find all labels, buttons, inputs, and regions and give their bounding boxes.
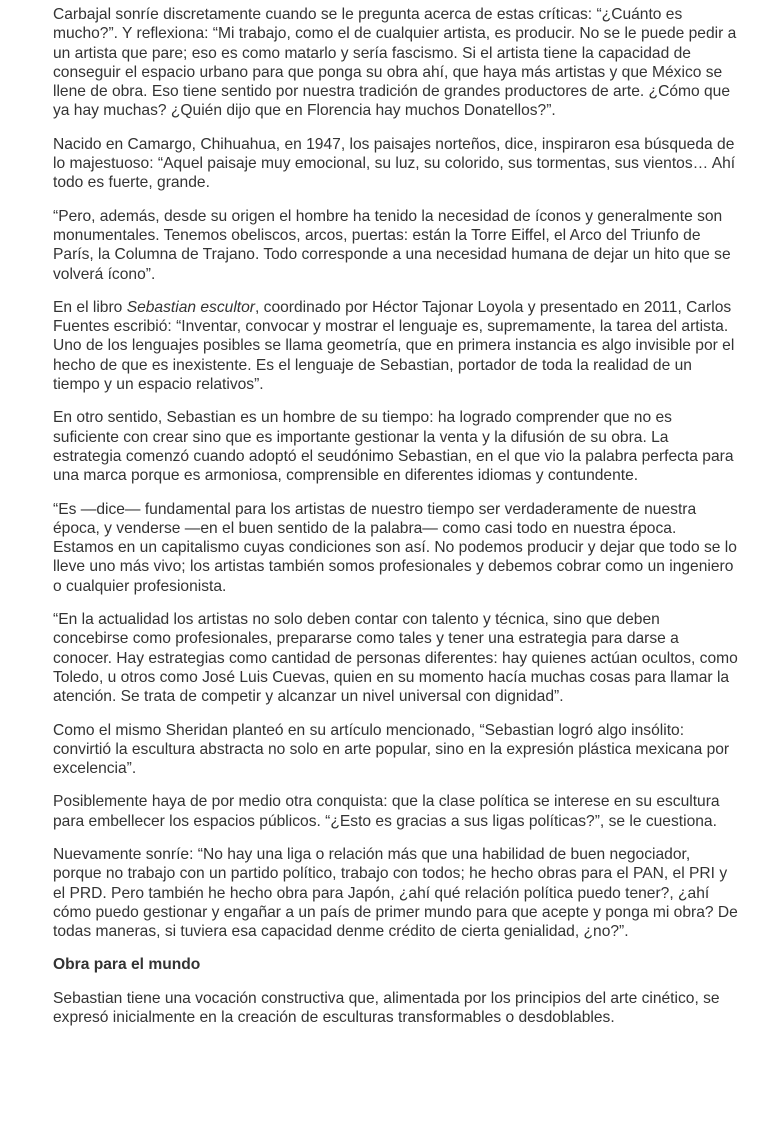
paragraph-origen: Nacido en Camargo, Chihuahua, en 1947, los paisajes norteños, dice, inspiraron esa búsqueda de lo majestuoso: “Aquel paisaje muy emocional, su luz, su colorido, sus tormentas, sus vientos… Ahí todo es fuerte, grande. [53,135,736,192]
section-heading: Obra para el mundo [53,956,201,974]
paragraph-libro-rest: , coordinado por Héctor Tajonar Loyola y presentado en 2011, Carlos Fuentes escribió: “Inventar, convocar y mostrar el lenguaje es, supremamente, la tarea del artista. Uno de los lenguajes posibles se llama geometría, que en primera instancia es algo invisible por el hecho de que es inexistente. Es el lenguaje de Sebastian, portador de toda la realidad de un tiempo y un espacio relativos”. [53,298,735,394]
paragraph-estrategia: En otro sentido, Sebastian es un hombre de su tiempo: ha logrado comprender que no es suficiente con crear sino que es importante gestionar la venta y la difusión de su obra. La estrategia comenzó cuando adoptó el seudónimo Sebastian, en el que vio la palabra perfecta para una marca porque es armoniosa, comprensible en diferentes idiomas y contundente. [53,409,734,485]
book-title: Sebastian escultor [126,298,255,316]
paragraph-iconos: “Pero, además, desde su origen el hombre ha tenido la necesidad de íconos y generalmente son monumentales. Tenemos obeliscos, arcos, puertas: están la Torre Eiffel, el Arco del Triunfo de París, la Columna de Trajano. Todo corresponde a una necesidad humana de dejar un hito que se volverá ícono”. [53,207,731,283]
paragraph-vocacion: Sebastian tiene una vocación constructiva que, alimentada por los principios del arte cinético, se expresó inicialmente en la creación de esculturas transformables o desdoblables. [53,989,720,1027]
paragraph-epoca: “Es —dice— fundamental para los artistas de nuestro tiempo ser verdaderamente de nuestra época, y venderse —en el buen sentido de la palabra— como casi todo en nuestra época. Estamos en un capitalismo cuyas condiciones son así. No podemos producir y dejar que todo se lo lleve uno más vivo; los artistas también somos profesionales y debemos cobrar como un ingeniero o cualquier profesionista. [53,500,737,595]
paragraph-conquista: Posiblemente haya de por medio otra conquista: que la clase política se interese en su escultura para embellecer los espacios públicos. “¿Esto es gracias a sus ligas políticas?”, se le cuestiona. [53,793,720,830]
paragraph-profesionales: “En la actualidad los artistas no solo deben contar con talento y técnica, sino que deben concebirse como profesionales, prepararse como tales y tener una estrategia para darse a conocer. Hay estrategias como cantidad de personas diferentes: hay quienes actúan ocultos, como Toledo, u otros como José Luis Cuevas, quien en su momento hacía muchas cosas para llamar la atención. Se trata de competir y alcanzar un nivel universal con dignidad”. [53,611,738,706]
paragraph-sheridan: Como el mismo Sheridan planteó en su artículo mencionado, “Sebastian logró algo insólito: convirtió la escultura abstracta no solo en arte popular, sino en la expresión plástica mexicana por excelencia”. [53,721,730,778]
paragraph-libro-intro: En el libro [53,298,127,316]
paragraph-negociador: Nuevamente sonríe: “No hay una liga o relación más que una habilidad de buen negociador, porque no trabajo con un partido político, trabajo con todos; he hecho obras para el PAN, el PRI y el PRD. Pero también he hecho obra para Japón, ¿ahí qué relación política puedo tener?, ¿ahí cómo puedo gestionar y engañar a un país de primer mundo para que acepte y ponga mi obra? De todas maneras, si tuviera esa capacidad denme crédito de cierta genialidad, ¿no?”. [53,845,738,941]
paragraph-libro [53,298,738,394]
paragraph-criticas: Carbajal sonríe discretamente cuando se le pregunta acerca de estas críticas: “¿Cuánto es mucho?”. Y reflexiona: “Mi trabajo, como el de cualquier artista, es producir. No se le puede pedir a un artista que pare; eso es como matarlo y sería fascismo. Si el artista tiene la capacidad de conseguir el espacio urbano para que ponga su obra ahí, que haya más artistas y que México se llene de obra. Eso tiene sentido por nuestra tradición de grandes productores de arte. ¿Cómo que ya hay muchas? ¿Quién dijo que en Florencia hay muchos Donatellos?”. [53,6,737,120]
